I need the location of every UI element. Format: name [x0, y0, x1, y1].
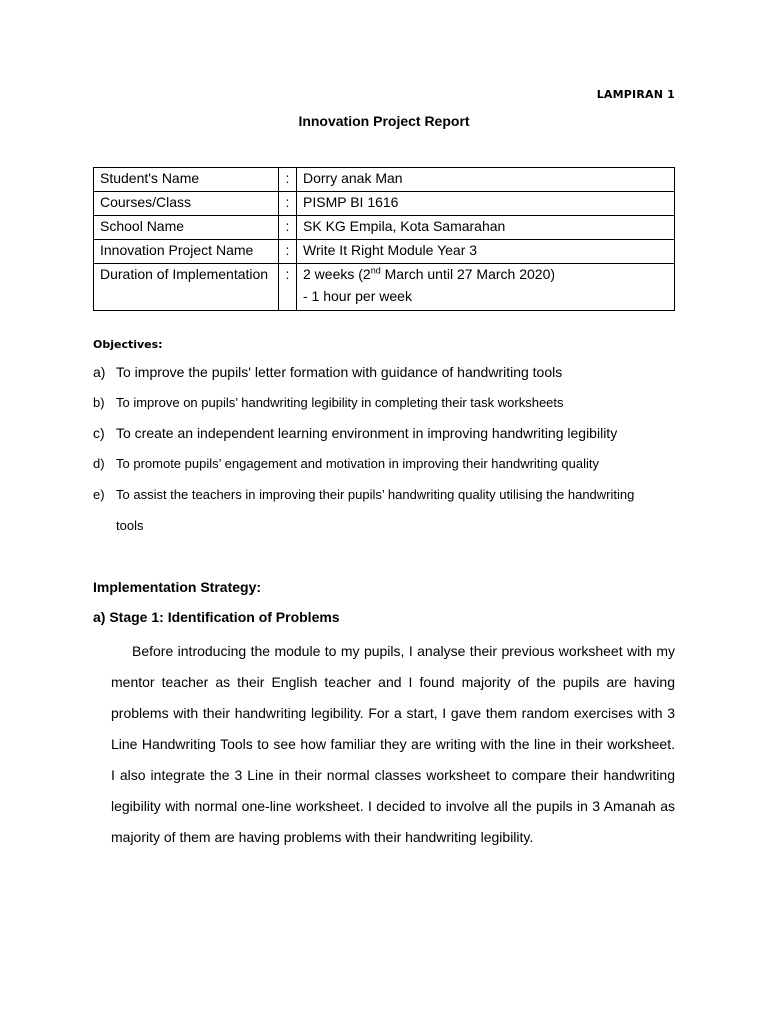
table-row	[94, 168, 675, 192]
appendix-label: LAMPIRAN 1	[596, 88, 675, 101]
row-label: School Name	[94, 216, 279, 240]
row-separator: :	[279, 240, 297, 264]
row-label: Innovation Project Name	[94, 240, 279, 264]
paragraph-line: legibility with normal one-line worksheet. I decided to involve all the pupils in 3 Amanah as	[111, 798, 675, 814]
paragraph-line: majority of them are having problems with their handwriting legibility.	[111, 829, 534, 845]
row-label: Courses/Class	[94, 192, 279, 216]
objective-item: d) To promote pupils’ engagement and motivation in improving their handwriting quality	[93, 456, 599, 471]
stage-paragraph	[111, 636, 675, 853]
page-title: Innovation Project Report	[298, 113, 470, 129]
implementation-heading: Implementation Strategy:	[93, 579, 262, 595]
row-value: Dorry anak Man	[297, 168, 675, 192]
duration-text: 2 weeks (2nd March until 27 March 2020)	[303, 265, 556, 282]
objective-item: a) To improve the pupils' letter formation with guidance of handwriting tools	[93, 364, 563, 380]
paragraph-line: Before introducing the module to my pupils, I analyse their previous worksheet with my	[132, 643, 675, 659]
duration-value	[297, 264, 675, 311]
table-row-duration	[94, 264, 675, 311]
student-info-table	[93, 167, 675, 311]
row-value: Write It Right Module Year 3	[297, 240, 675, 264]
objective-item: c) To create an independent learning environment in improving handwriting legibility	[93, 425, 618, 441]
table-row	[94, 240, 675, 264]
paragraph-line: problems with their handwriting legibility. For a start, I gave them random exercises with 3	[111, 705, 675, 721]
row-value: PISMP BI 1616	[297, 192, 675, 216]
row-separator: :	[279, 192, 297, 216]
row-separator: :	[279, 168, 297, 192]
row-label: Duration of Implementation	[94, 264, 279, 311]
paragraph-line: mentor teacher as their English teacher and I found majority of the pupils are having	[111, 674, 675, 690]
row-separator: :	[279, 216, 297, 240]
objective-item: b) To improve on pupils’ handwriting legibility in completing their task worksheets	[93, 395, 564, 410]
objective-item: e) To assist the teachers in improving their pupils’ handwriting quality utilising the handwriting	[93, 487, 635, 502]
duration-frequency: - 1 hour per week	[303, 288, 412, 304]
row-separator: :	[279, 264, 297, 311]
table-row	[94, 216, 675, 240]
table-row	[94, 192, 675, 216]
stage-heading: a) Stage 1: Identification of Problems	[93, 609, 340, 625]
objective-item-continuation: tools	[116, 518, 144, 533]
paragraph-line: I also integrate the 3 Line in their normal classes worksheet to compare their handwriting	[111, 767, 675, 783]
paragraph-line: Line Handwriting Tools to see how familiar they are writing with the line in their worksheet.	[111, 736, 675, 752]
row-value: SK KG Empila, Kota Samarahan	[297, 216, 675, 240]
objectives-heading: Objectives:	[93, 338, 163, 351]
row-label: Student's Name	[94, 168, 279, 192]
